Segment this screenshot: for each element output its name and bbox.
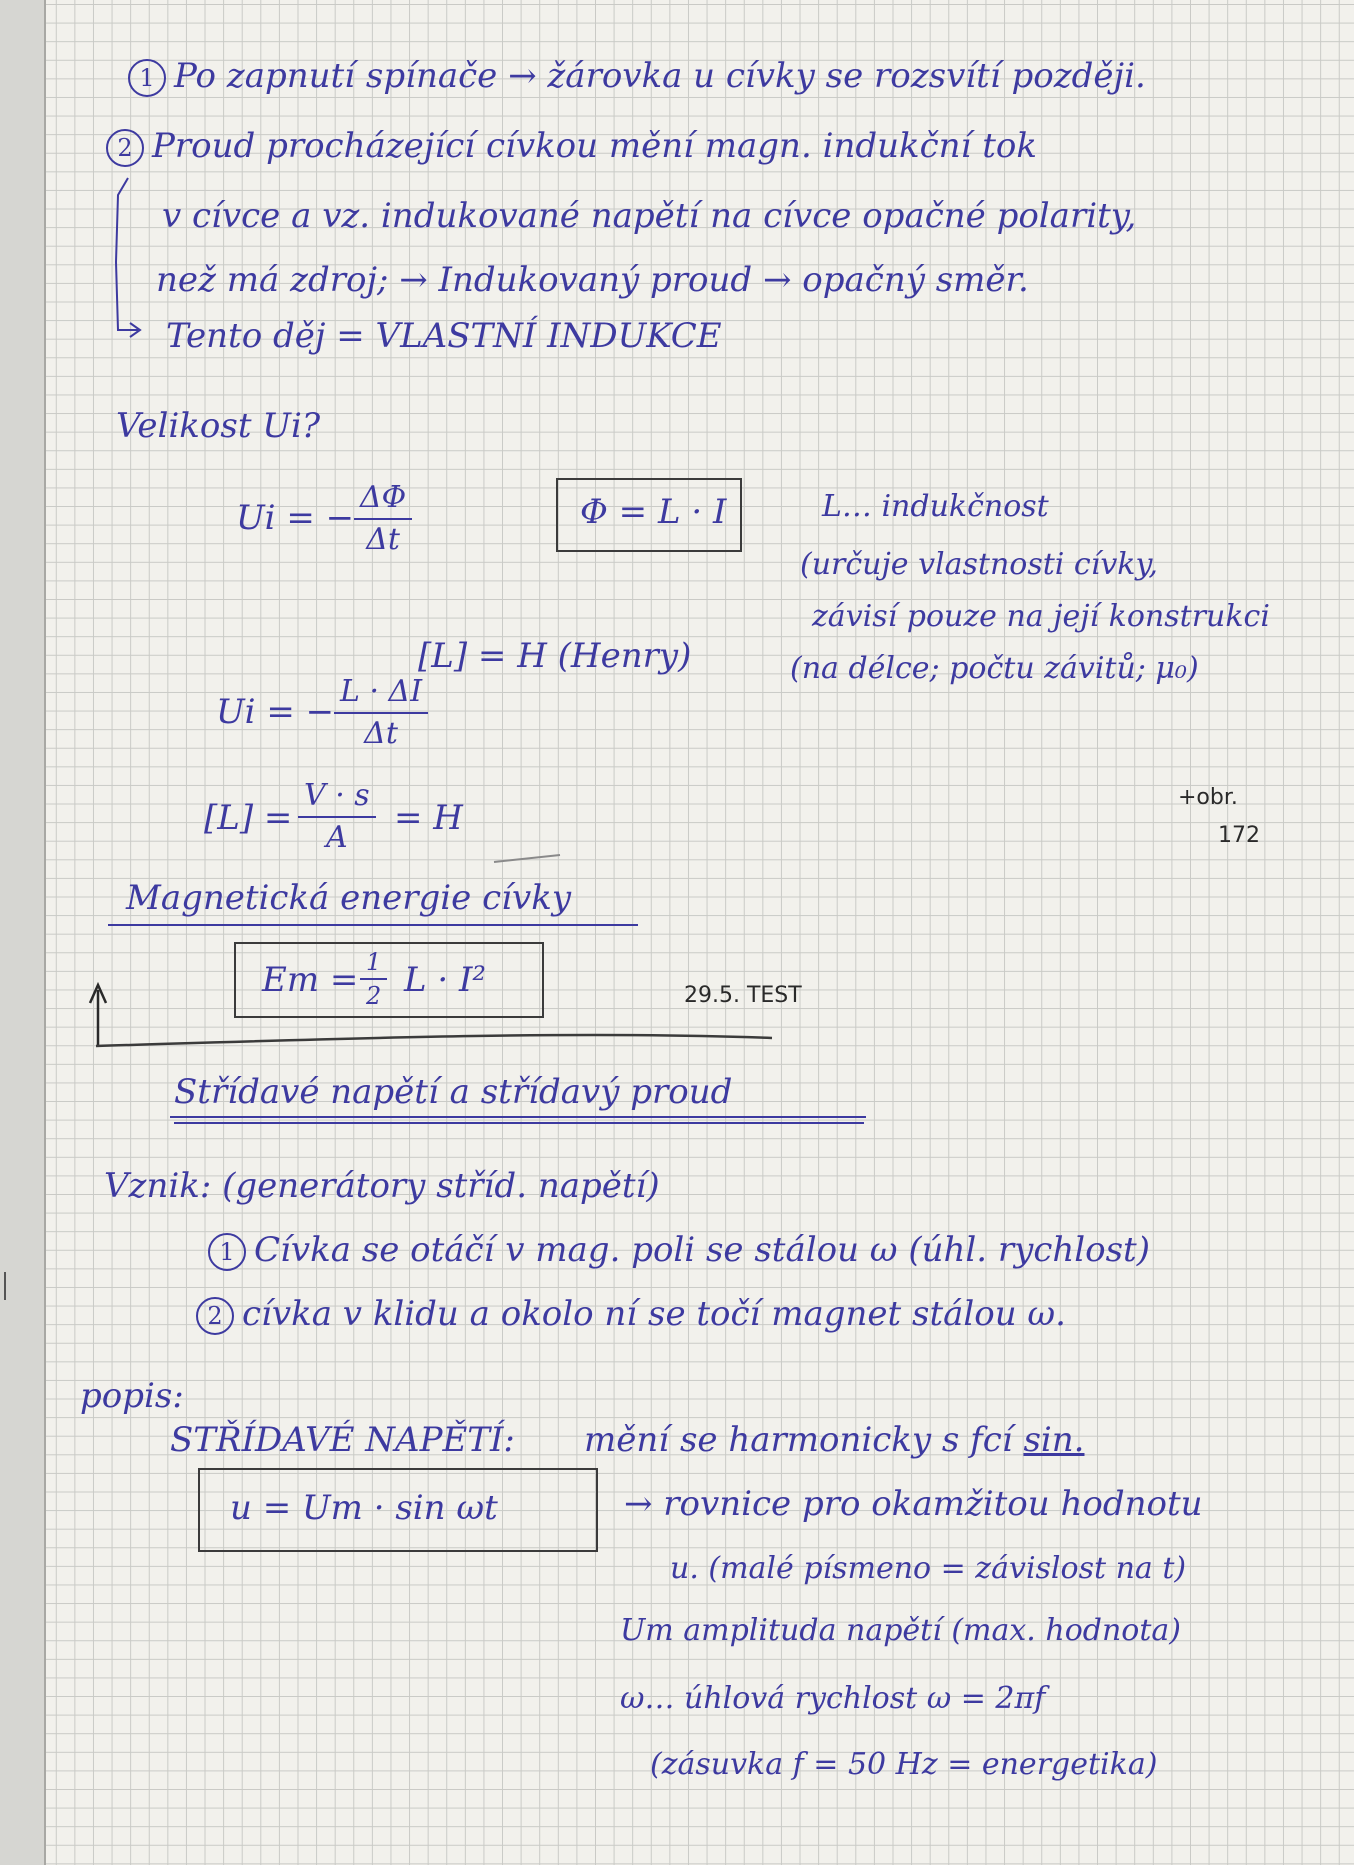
unit-derivation-fraction xyxy=(298,776,376,858)
u-note: u. (malé písmeno = závislost na t) xyxy=(670,1551,1187,1586)
unit-derivation-lhs: [L] = xyxy=(204,798,293,838)
vznik-item-2 xyxy=(196,1296,1066,1335)
rovnice-note: → rovnice pro okamžitou hodnotu xyxy=(624,1484,1203,1524)
flux-formula-box xyxy=(556,478,742,552)
popis-label: popis: xyxy=(80,1376,184,1416)
inductance-desc: (na délce; počtu závitů; μ₀) xyxy=(790,651,1199,686)
notebook-margin xyxy=(0,0,46,1865)
inductance-desc: závisí pouze na její konstrukci xyxy=(812,599,1270,634)
formula-ui-fraction xyxy=(354,478,412,560)
note-line: v cívce a vz. indukované napětí na cívce opačné polarity, xyxy=(162,196,1137,236)
note-text: cívka v klidu a okolo ní se točí magnet stálou ω. xyxy=(242,1294,1066,1334)
sin-word: sin. xyxy=(1023,1420,1085,1460)
number-circle: 1 xyxy=(208,1233,246,1271)
fraction-denominator: Δt xyxy=(366,522,400,557)
figure-reference: +obr. xyxy=(1178,785,1238,810)
section-heading-velikost: Velikost Ui? xyxy=(116,406,321,446)
vznik-item-1 xyxy=(208,1232,1150,1271)
section-heading-energy: Magnetická energie cívky xyxy=(126,878,572,918)
unit-derivation-rhs: = H xyxy=(394,798,463,838)
energy-fraction xyxy=(360,946,387,1012)
energy-formula-box xyxy=(234,942,544,1018)
henry-unit: [L] = H (Henry) xyxy=(418,636,692,676)
section-heading-ac: Střídavé napětí a střídavý proud xyxy=(174,1072,733,1112)
fraction-numerator: L · ΔI xyxy=(334,672,428,714)
number-circle: 2 xyxy=(106,129,144,167)
formula-ui2-fraction xyxy=(334,672,428,754)
note-text: mění se harmonicky s fcí xyxy=(584,1420,1013,1460)
figure-number: 172 xyxy=(1218,823,1260,848)
ac-formula: u = Um · sin ωt xyxy=(230,1488,498,1528)
note-text: Cívka se otáčí v mag. poli se stálou ω (úhl. rychlost) xyxy=(254,1230,1150,1270)
note-item-1 xyxy=(128,58,1146,97)
test-date-note: 29.5. TEST xyxy=(684,983,802,1008)
fraction-denominator: Δt xyxy=(364,716,398,751)
formula-ui2-lhs: Ui = − xyxy=(216,692,335,732)
heading-underline xyxy=(108,924,638,926)
energy-rhs: L · I² xyxy=(404,960,487,1000)
margin-mark xyxy=(4,1272,6,1300)
ac-voltage-desc xyxy=(584,1422,1084,1459)
number-circle: 1 xyxy=(128,59,166,97)
inductance-label: L… indukčnost xyxy=(822,489,1049,524)
omega-note: ω… úhlová rychlost ω = 2πf xyxy=(620,1681,1046,1716)
um-note: Um amplituda napětí (max. hodnota) xyxy=(620,1613,1181,1648)
formula-ui-lhs: Ui = − xyxy=(236,498,355,538)
flux-formula: Φ = L · I xyxy=(580,492,727,532)
fraction-numerator: ΔΦ xyxy=(354,478,412,520)
heading-underline xyxy=(174,1122,864,1124)
inductance-desc: (určuje vlastnosti cívky, xyxy=(800,547,1158,582)
ac-formula-box xyxy=(198,1468,598,1552)
fraction-numerator: V · s xyxy=(298,776,376,818)
note-item-2 xyxy=(106,128,1037,167)
fraction-denominator: 2 xyxy=(366,982,382,1010)
fraction-denominator: A xyxy=(326,820,348,855)
heading-underline xyxy=(170,1116,866,1118)
note-line: než má zdroj; → Indukovaný proud → opačný směr. xyxy=(156,260,1029,300)
note-line-self-induction: Tento děj = VLASTNÍ INDUKCE xyxy=(166,316,722,356)
fraction-numerator: 1 xyxy=(360,946,387,980)
vznik-line: Vznik: (generátory stříd. napětí) xyxy=(104,1166,660,1206)
note-text: Proud procházející cívkou mění magn. indukční tok xyxy=(152,126,1037,166)
zasuvka-note: (zásuvka f = 50 Hz = energetika) xyxy=(650,1747,1158,1782)
energy-lhs: Em = xyxy=(262,960,359,1000)
note-text: Po zapnutí spínače → žárovka u cívky se rozsvítí později. xyxy=(174,56,1146,96)
ac-voltage-label: STŘÍDAVÉ NAPĚTÍ: xyxy=(170,1420,515,1460)
number-circle: 2 xyxy=(196,1297,234,1335)
